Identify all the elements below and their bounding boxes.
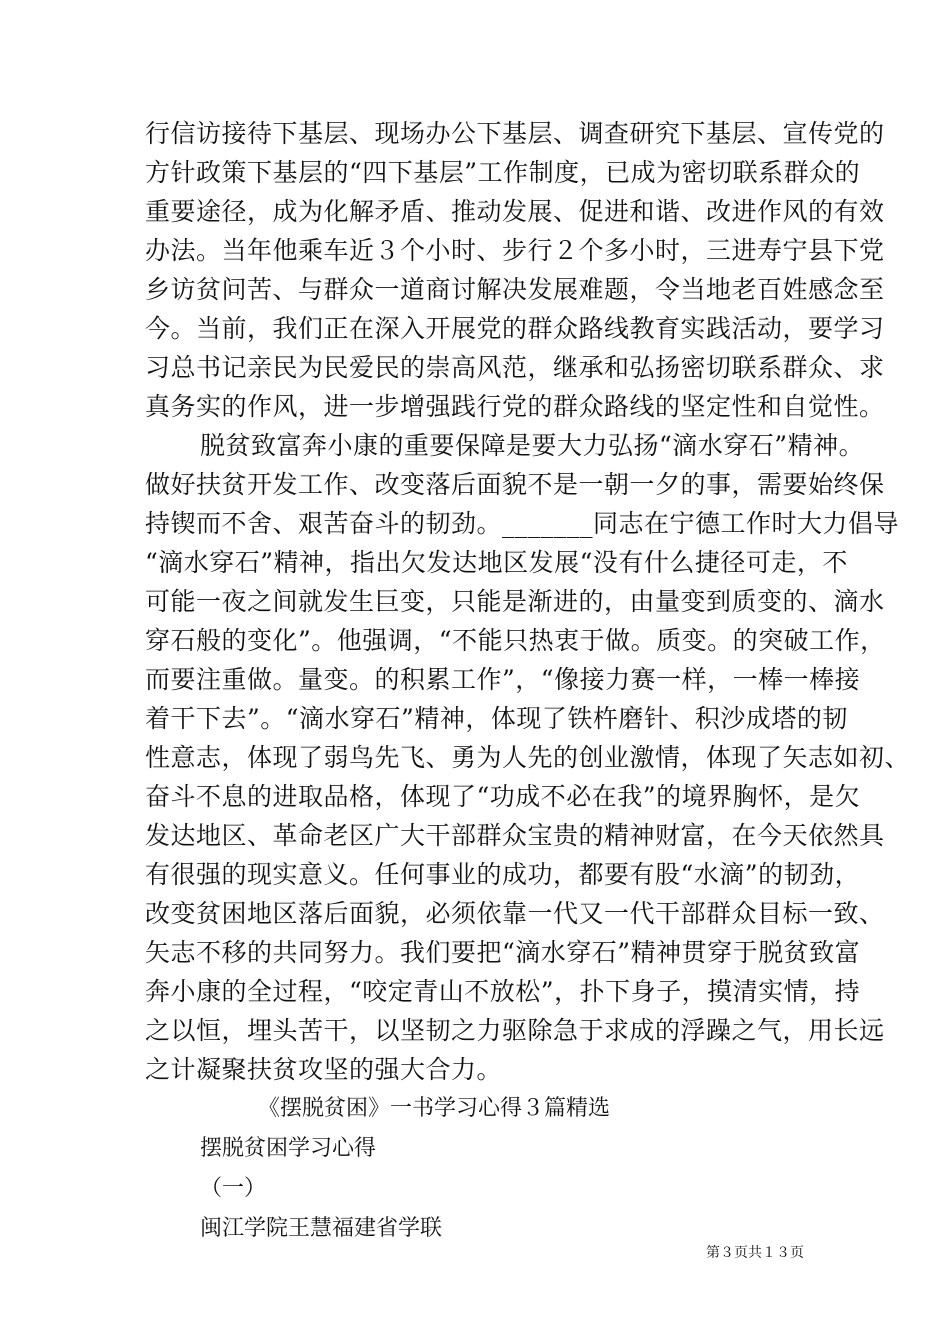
paragraph-line: “滴水穿石”精神，指出欠发达地区发展“没有什么捷径可走，不: [145, 548, 848, 577]
paragraph-line: 矢志不移的共同努力。我们要把“滴水穿石”精神贯穿于脱贫致富: [145, 938, 861, 967]
paragraph-line: 发达地区、革命老区广大干部群众宝贵的精神财富，在今天依然具: [145, 821, 885, 850]
paragraph-line: 穿石般的变化”。他强调，“不能只热衷于做。质变。的突破工作，: [145, 626, 886, 655]
paragraph-line: 做好扶贫开发工作、改变落后面貌不是一朝一夕的事，需要始终保: [145, 470, 885, 499]
paragraph-line: 方针政策下基层的“四下基层”工作制度，已成为密切联系群众的: [145, 158, 861, 187]
paragraph-line: 持锲而不舍、艰苦奋斗的韧劲。_______同志在宁德工作时大力倡导: [145, 509, 900, 538]
paragraph-line: 脱贫致富奔小康的重要保障是要大力弘扬“滴水穿石”精神。: [200, 431, 865, 460]
paragraph-line: 之以恒，埋头苦干，以坚韧之力驱除急于求成的浮躁之气，用长远: [145, 1016, 885, 1045]
paragraph-line: 办法。当年他乘车近３个小时、步行２个多小时，三进寿宁县下党: [145, 236, 885, 265]
subtitle: 摆脱贫困学习心得: [200, 1136, 377, 1161]
paragraph-line: 今。当前，我们正在深入开展党的群众路线教育实践活动，要学习: [145, 314, 885, 343]
section-title: 《摆脱贫困》一书学习心得３篇精选: [258, 1096, 611, 1121]
number-label: （一）: [200, 1176, 267, 1201]
paragraph-line: 习总书记亲民为民爱民的崇高风范，继承和弘扬密切联系群众、求: [145, 353, 885, 382]
paragraph-line: 奔小康的全过程，“咬定青山不放松”，扑下身子，摸清实情，持: [145, 977, 861, 1006]
paragraph-line: 改变贫困地区落后面貌，必须依靠一代又一代干部群众目标一致、: [145, 899, 885, 928]
paragraph-line: 重要途径，成为化解矛盾、推动发展、促进和谐、改进作风的有效: [145, 197, 885, 226]
page-number-footer: 第３页共１３页: [706, 1245, 804, 1261]
paragraph-line: 有很强的现实意义。任何事业的成功，都要有股“水滴”的韧劲，: [145, 860, 861, 889]
paragraph-line: 可能一夜之间就发生巨变，只能是渐进的，由量变到质变的、滴水: [145, 587, 885, 616]
paragraph-line: 之计凝聚扶贫攻坚的强大合力。: [145, 1055, 503, 1084]
paragraph-line: 行信访接待下基层、现场办公下基层、调查研究下基层、宣传党的: [145, 119, 885, 148]
paragraph-line: 奋斗不息的进取品格，体现了“功成不必在我”的境界胸怀，是欠: [145, 782, 861, 811]
author-line: 闽江学院王慧福建省学联: [200, 1216, 443, 1241]
paragraph-line: 乡访贫问苦、与群众一道商讨解决发展难题，令当地老百姓感念至: [145, 275, 885, 304]
paragraph-line: 真务实的作风，进一步增强践行党的群众路线的坚定性和自觉性。: [145, 392, 885, 421]
paragraph-line: 性意志，体现了弱鸟先飞、勇为人先的创业激情，体现了矢志如初、: [145, 743, 911, 772]
paragraph-line: 着干下去”。“滴水穿石”精神，体现了铁杵磨针、积沙成塔的韧: [145, 704, 848, 733]
paragraph-line: 而要注重做。量变。的积累工作”，“像接力赛一样，一棒一棒接: [145, 665, 861, 694]
